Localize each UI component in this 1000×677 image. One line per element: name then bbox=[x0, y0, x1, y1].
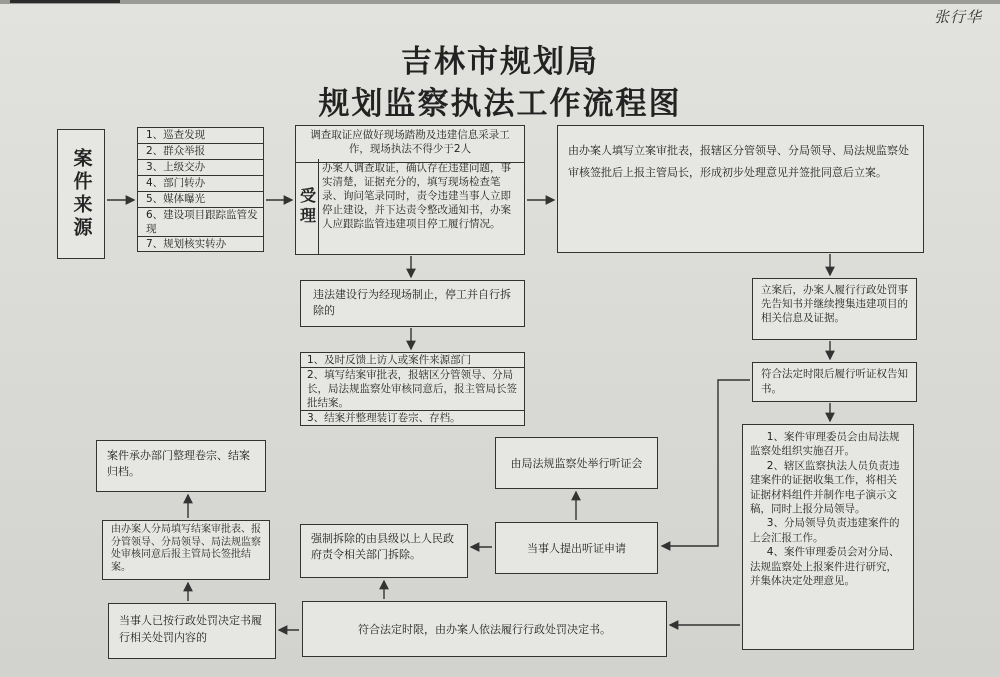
source-list-box bbox=[137, 127, 264, 252]
source-item: 5、媒体曝光 bbox=[138, 192, 263, 208]
committee-item: 1、案件审理委员会由局法规监察处组织实施召开。 bbox=[750, 431, 900, 458]
source-item: 7、规划核实转办 bbox=[146, 238, 227, 250]
case-source-box bbox=[57, 129, 105, 259]
self-demolish-box: 违法建设行为经现场制止，停工并自行拆除的 bbox=[300, 280, 525, 327]
source-item: 4、部门转办 bbox=[138, 176, 263, 192]
committee-item: 3、分局领导负责违建案件的上会汇报工作。 bbox=[750, 517, 900, 544]
close-step: 3、结案并整理装订卷宗、存档。 bbox=[307, 412, 461, 424]
investigation-box bbox=[295, 125, 525, 255]
penalty-decision-box: 符合法定时限，由办案人依法履行行政处罚决定书。 bbox=[302, 601, 667, 657]
archive-box: 案件承办部门整理卷宗、结案归档。 bbox=[96, 440, 266, 492]
committee-box bbox=[742, 424, 914, 650]
source-item: 2、群众举报 bbox=[138, 144, 263, 160]
investigation-body: 办案人调查取证，确认存在违建问题，事实清楚，证据充分的，填写现场检查笔录、询问笔录同时，责令违建当事人立即停止建设，并下达责令整改通知书，办案人应跟踪监管违建项目停工履行情况。 bbox=[322, 162, 511, 230]
committee-item: 2、辖区监察执法人员负责违建案件的证据收集工作，将相关证据材料组件并制作电子演示文稿，同时上报分局领导。 bbox=[750, 459, 900, 516]
case-source-label: 案件来源 bbox=[70, 148, 93, 240]
acceptance-label: 受理 bbox=[297, 186, 317, 227]
acceptance-label-cell bbox=[296, 159, 319, 254]
committee-item: 4、案件审理委员会对分局、法规监察处上报案件进行研究，并集体决定处理意见。 bbox=[750, 546, 900, 588]
investigation-note: 调查取证应做好现场踏勘及违建信息采录工作，现场执法不得少于2人 bbox=[296, 126, 524, 163]
handwritten-signature: 张行华 bbox=[933, 8, 982, 26]
fulfilled-penalty-box: 当事人已按行政处罚决定书履行相关处罚内容的 bbox=[108, 603, 276, 659]
close-form-box: 由办案人分局填写结案审批表、报分管领导、分局领导、局法规监察处审核同意后报主管局长签批结案。 bbox=[102, 520, 270, 580]
source-item: 1、巡查发现 bbox=[138, 128, 263, 144]
approval-box: 由办案人填写立案审批表，报辖区分管领导、分局领导、局法规监察处审核签批后上报主管局长，形成初步处理意见并签批同意后立案。 bbox=[557, 125, 924, 253]
close-step: 2、填写结案审批表，报辖区分管领导、分局长，局法规监察处审核同意后，报主管局长签批结案。 bbox=[301, 368, 524, 411]
forced-demolition-box: 强制拆除的由县级以上人民政府责令相关部门拆除。 bbox=[300, 524, 468, 578]
page-title: 吉林市规划局 bbox=[401, 44, 599, 80]
source-item: 3、上级交办 bbox=[138, 160, 263, 176]
close-steps-box bbox=[300, 352, 525, 426]
hearing-notice-box: 符合法定时限后履行听证权告知书。 bbox=[752, 362, 917, 402]
hearing-request-box: 当事人提出听证申请 bbox=[495, 522, 658, 574]
source-item: 6、建设项目跟踪监管发现 bbox=[138, 208, 263, 237]
penalty-notice-box: 立案后，办案人履行行政处罚事先告知书并继续搜集违建项目的相关信息及证据。 bbox=[752, 278, 917, 340]
hearing-meeting-box: 由局法规监察处举行听证会 bbox=[495, 437, 658, 489]
close-step: 1、及时反馈上访人或案件来源部门 bbox=[301, 353, 524, 368]
page-subtitle: 规划监察执法工作流程图 bbox=[318, 86, 682, 122]
